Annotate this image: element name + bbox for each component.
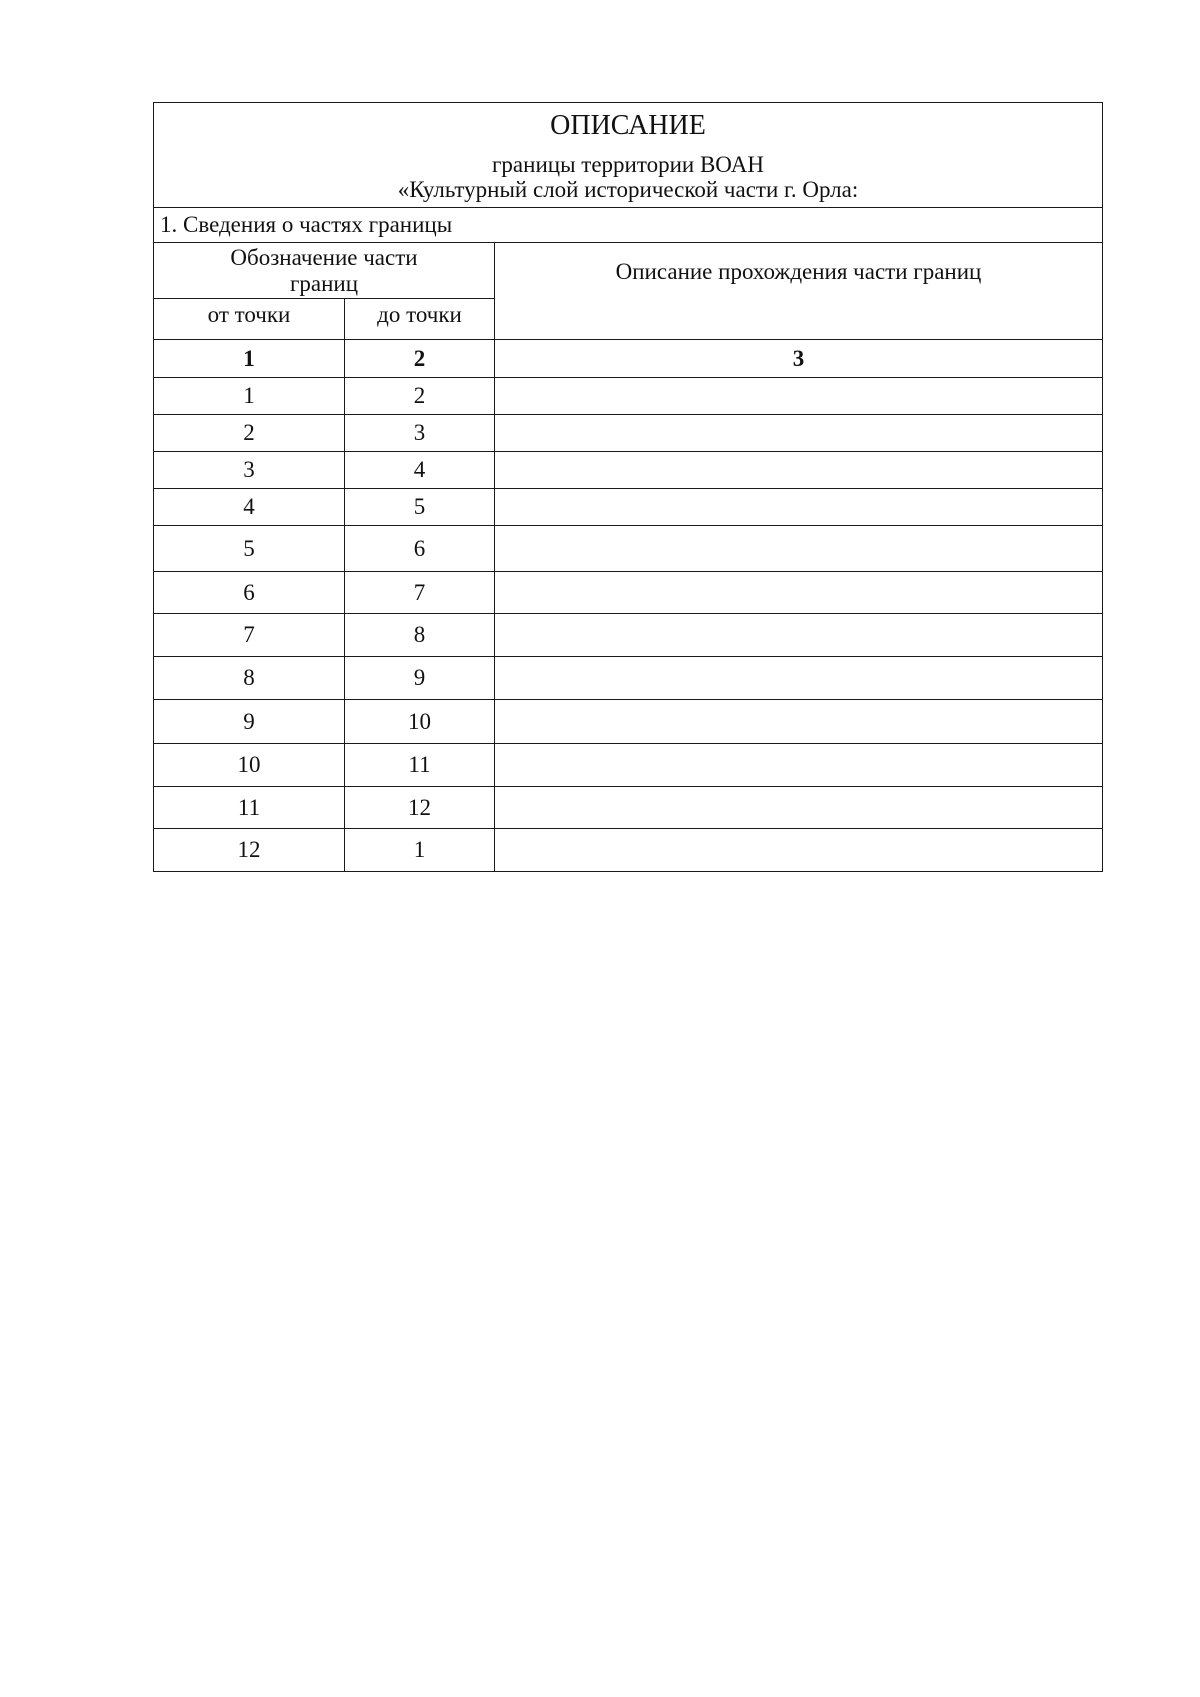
table-row bbox=[154, 414, 1103, 451]
to-point-cell: 1 bbox=[345, 828, 495, 871]
description-cell bbox=[495, 377, 1103, 414]
title-cell bbox=[154, 103, 1103, 208]
from-point-cell: 5 bbox=[154, 525, 345, 571]
to-point-cell: 7 bbox=[345, 571, 495, 613]
to-point-cell: 5 bbox=[345, 488, 495, 525]
from-point-cell: 6 bbox=[154, 571, 345, 613]
description-cell bbox=[495, 525, 1103, 571]
object-name: «Культурный слой исторической части г. Орла: bbox=[397, 177, 859, 203]
description-cell bbox=[495, 571, 1103, 613]
table-row bbox=[154, 488, 1103, 525]
to-point-cell: 8 bbox=[345, 613, 495, 656]
table-row bbox=[154, 377, 1103, 414]
table-row bbox=[154, 743, 1103, 786]
column-number: 1 bbox=[154, 339, 345, 377]
document-title: ОПИСАНИЕ bbox=[550, 110, 706, 141]
boundary-description-table bbox=[153, 102, 1103, 872]
from-point-cell: 12 bbox=[154, 828, 345, 871]
to-point-cell: 4 bbox=[345, 451, 495, 488]
title-row bbox=[154, 103, 1103, 208]
document-subtitle: границы территории ВОАН bbox=[492, 151, 764, 177]
from-point-cell: 10 bbox=[154, 743, 345, 786]
from-point-cell: 2 bbox=[154, 414, 345, 451]
column-number-row bbox=[154, 339, 1103, 377]
to-point-cell: 11 bbox=[345, 743, 495, 786]
to-point-cell: 9 bbox=[345, 656, 495, 699]
to-point-cell: 6 bbox=[345, 525, 495, 571]
table-row bbox=[154, 828, 1103, 871]
from-point-header: от точки bbox=[154, 298, 345, 339]
table-row bbox=[154, 571, 1103, 613]
section-row bbox=[154, 208, 1103, 243]
section-label: 1. Сведения о частях границы bbox=[154, 208, 1103, 243]
to-point-header: до точки bbox=[345, 298, 495, 339]
description-cell bbox=[495, 414, 1103, 451]
to-point-cell: 10 bbox=[345, 699, 495, 743]
description-cell bbox=[495, 786, 1103, 828]
description-cell bbox=[495, 828, 1103, 871]
description-cell bbox=[495, 743, 1103, 786]
table-row bbox=[154, 525, 1103, 571]
table-row bbox=[154, 451, 1103, 488]
header-row-top bbox=[154, 243, 1103, 299]
to-point-cell: 3 bbox=[345, 414, 495, 451]
from-point-cell: 7 bbox=[154, 613, 345, 656]
description-cell bbox=[495, 613, 1103, 656]
from-point-cell: 9 bbox=[154, 699, 345, 743]
column-number: 3 bbox=[495, 339, 1103, 377]
table-row bbox=[154, 786, 1103, 828]
group-header: Обозначение части границ bbox=[230, 245, 418, 297]
from-point-cell: 1 bbox=[154, 377, 345, 414]
from-point-cell: 3 bbox=[154, 451, 345, 488]
to-point-cell: 12 bbox=[345, 786, 495, 828]
description-cell bbox=[495, 488, 1103, 525]
description-cell bbox=[495, 699, 1103, 743]
table-row bbox=[154, 613, 1103, 656]
to-point-cell: 2 bbox=[345, 377, 495, 414]
group-header-cell bbox=[154, 243, 495, 299]
from-point-cell: 8 bbox=[154, 656, 345, 699]
table-row bbox=[154, 656, 1103, 699]
description-cell bbox=[495, 656, 1103, 699]
description-header: Описание прохождения части границ bbox=[495, 243, 1103, 340]
description-cell bbox=[495, 451, 1103, 488]
from-point-cell: 4 bbox=[154, 488, 345, 525]
from-point-cell: 11 bbox=[154, 786, 345, 828]
table-row bbox=[154, 699, 1103, 743]
column-number: 2 bbox=[345, 339, 495, 377]
